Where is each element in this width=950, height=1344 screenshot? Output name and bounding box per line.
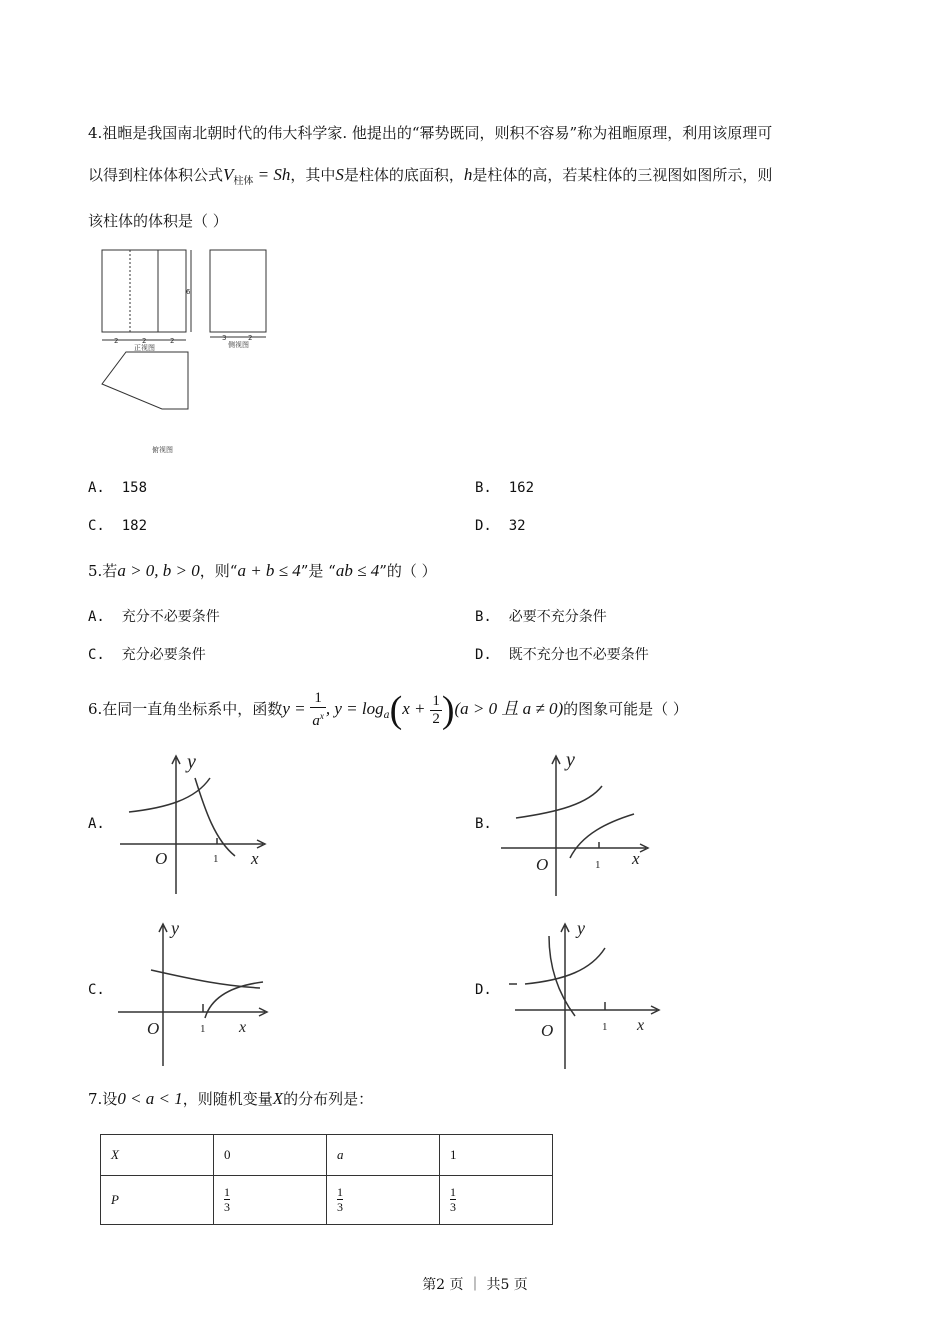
q4-line1 xyxy=(88,122,772,143)
graph-c-letter[interactable]: C. xyxy=(88,982,105,998)
q4-text-2b: ，其中 xyxy=(290,166,336,184)
svg-text:x: x xyxy=(632,849,640,868)
side-view-label: 侧视图 xyxy=(228,341,249,349)
page-footer: 第2 页 ｜ 共5 页 xyxy=(422,1277,528,1293)
svg-text:x: x xyxy=(251,849,259,868)
volume-formula: = Sh xyxy=(253,165,291,184)
q5-stem: 5.若a > 0, b > 0，则“a + b ≤ 4”是 “ab ≤ 4”的（ ） xyxy=(88,561,437,580)
dim-height: 6 xyxy=(186,288,191,296)
svg-text:O: O xyxy=(536,855,549,874)
svg-text:O: O xyxy=(541,1021,554,1040)
svg-text:1: 1 xyxy=(602,1021,608,1033)
svg-text:O: O xyxy=(147,1019,160,1038)
graph-b-letter[interactable]: B. xyxy=(475,816,492,832)
table-cell: a xyxy=(327,1135,440,1176)
q4-option-a[interactable]: A. 158 xyxy=(88,480,148,496)
svg-text:y: y xyxy=(566,749,575,771)
graph-a[interactable] xyxy=(115,750,285,900)
q4-text-3: 该柱体的体积是（ ） xyxy=(88,212,228,230)
table-row xyxy=(101,1135,553,1176)
dim-side-1: 3 xyxy=(222,334,227,342)
q5-option-d[interactable]: D. 既不充分也不必要条件 xyxy=(475,647,649,663)
volume-symbol: V xyxy=(223,165,234,184)
front-view-label: 正视图 xyxy=(134,344,155,352)
q4-text-2c: 是柱体的底面积， xyxy=(343,166,464,184)
height-symbol: h xyxy=(463,165,473,184)
svg-text:y: y xyxy=(577,918,585,938)
volume-subscript: 柱体 xyxy=(233,176,254,187)
svg-text:y: y xyxy=(187,751,196,773)
q5-option-c[interactable]: C. 充分必要条件 xyxy=(88,647,206,663)
distribution-table xyxy=(100,1134,553,1225)
svg-text:1: 1 xyxy=(213,853,219,865)
table-cell: 1 xyxy=(440,1135,553,1176)
dim-front-2: 2 xyxy=(142,337,147,345)
area-symbol: S xyxy=(335,165,344,184)
q4-text-2d: 是柱体的高，若某柱体的三视图如图所示，则 xyxy=(472,166,773,184)
svg-text:1: 1 xyxy=(595,859,601,871)
svg-text:x: x xyxy=(239,1019,247,1036)
svg-text:x: x xyxy=(637,1017,645,1034)
svg-text:O: O xyxy=(155,849,168,868)
q6-fraction-1: $\frac{1}{a^x}$ xyxy=(312,690,324,729)
q5-condition: a > 0, b > 0 xyxy=(117,561,200,580)
q4-text-2a: 以得到柱体体积公式 xyxy=(88,166,224,184)
front-view-rect xyxy=(102,250,186,332)
q6-fraction-2: $\frac{1}{2}$ xyxy=(432,692,440,727)
q5-q: ab ≤ 4 xyxy=(335,561,380,580)
table-cell: $\frac{1}{3}$ xyxy=(440,1176,553,1225)
q4-line2 xyxy=(88,164,772,187)
graph-a-letter[interactable]: A. xyxy=(88,816,105,832)
q4-option-d[interactable]: D. 32 xyxy=(475,518,526,534)
table-cell: X xyxy=(101,1135,214,1176)
side-view-rect xyxy=(210,250,266,332)
dim-front-3: 2 xyxy=(170,337,175,345)
table-cell: $\frac{1}{3}$ xyxy=(327,1176,440,1225)
q7-stem: 7.设0 < a < 1，则随机变量X的分布列是： xyxy=(88,1089,374,1108)
q7-variable: X xyxy=(272,1089,284,1108)
q5-option-a[interactable]: A. 充分不必要条件 xyxy=(88,609,220,625)
graph-c[interactable] xyxy=(115,918,285,1068)
svg-text:y: y xyxy=(171,918,179,938)
table-cell: $\frac{1}{3}$ xyxy=(214,1176,327,1225)
q4-option-b[interactable]: B. 162 xyxy=(475,480,535,496)
dim-front-1: 2 xyxy=(114,337,119,345)
q4-line3 xyxy=(88,210,228,231)
top-view-label: 俯视图 xyxy=(152,446,173,454)
q5-p: a + b ≤ 4 xyxy=(237,561,301,580)
q4-text-1: 4.祖暅是我国南北朝时代的伟大科学家. 他提出的“幂势既同，则积不容易”称为祖暅原理，利用该原理可 xyxy=(88,124,773,142)
q5-option-b[interactable]: B. 必要不充分条件 xyxy=(475,609,607,625)
svg-text:1: 1 xyxy=(200,1023,206,1035)
table-row xyxy=(101,1176,553,1225)
dim-side-2: 2 xyxy=(248,334,253,342)
q7-condition: 0 < a < 1 xyxy=(117,1089,183,1108)
graph-d[interactable] xyxy=(505,914,675,1074)
table-cell: P xyxy=(101,1176,214,1225)
q6-stem: 6.在同一直角坐标系中，函数y = $\frac{1}{a^x}$ , $y = \log_a(x$ + $\frac{1}{2}$ )(a > 0 且 a ≠ 0)的图象可能是（ ） xyxy=(88,689,688,731)
table-cell: 0 xyxy=(214,1135,327,1176)
three-view-figure xyxy=(96,244,296,454)
q4-option-c[interactable]: C. 182 xyxy=(88,518,148,534)
graph-b[interactable] xyxy=(498,748,668,898)
top-view-pentagon xyxy=(102,352,188,409)
graph-d-letter[interactable]: D. xyxy=(475,982,492,998)
